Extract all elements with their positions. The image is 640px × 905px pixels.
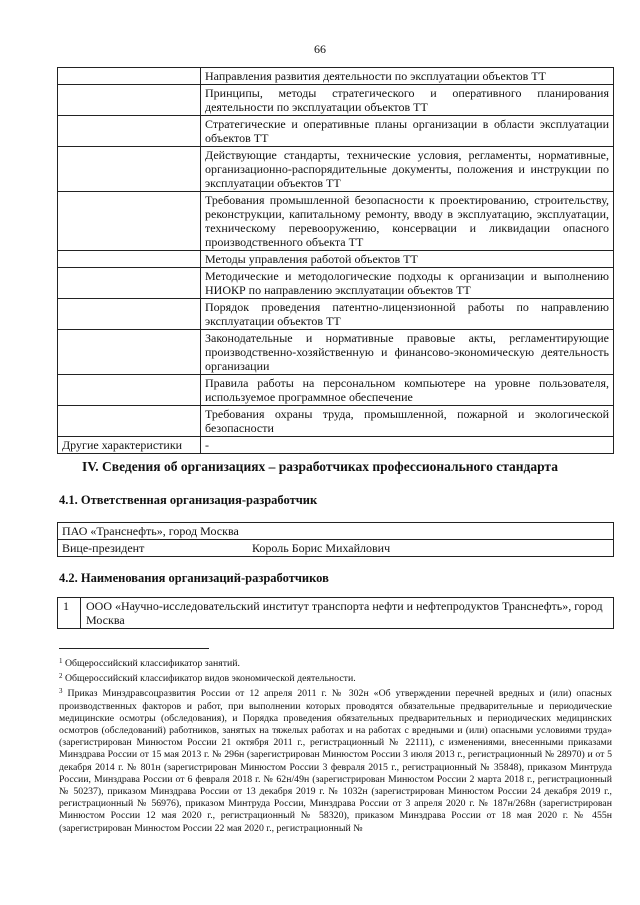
table-row — [58, 598, 614, 629]
table-cell-text: Законодательные и нормативные правовые акты, регламентирующие производственно-хозяйственную и финансово-экономическую деятельность организации — [201, 330, 614, 375]
table-cell-label — [58, 299, 201, 330]
table-cell-label: Другие характеристики — [58, 437, 201, 454]
footnote-text: Общероссийский классификатор занятий. — [62, 658, 240, 669]
footnote-mark: 3 — [59, 687, 63, 696]
table-cell-label — [58, 251, 201, 268]
table-cell-text: Правила работы на персональном компьютере на уровне пользователя, используемое программное обеспечение — [201, 375, 614, 406]
subsection-heading: 4.2. Наименования организаций-разработчиков — [59, 571, 329, 585]
table-cell-label — [58, 330, 201, 375]
org-name: ООО «Научно-исследовательский институт транспорта нефти и нефтепродуктов Транснефть», город Москва — [81, 598, 614, 629]
table-cell-text: Направления развития деятельности по эксплуатации объектов ТТ — [201, 68, 614, 85]
table-cell-label — [58, 268, 201, 299]
table-row — [58, 85, 614, 116]
table-row — [58, 251, 614, 268]
row-number: 1 — [58, 598, 81, 629]
table-row — [58, 330, 614, 375]
section-title: IV. Сведения об организациях – разработчиках профессионального стандарта — [82, 459, 558, 474]
footnotes — [59, 655, 612, 835]
footnote-divider — [59, 648, 209, 649]
subsection-heading: 4.1. Ответственная организация-разработчик — [59, 493, 318, 507]
table-cell-label — [58, 68, 201, 85]
table-row — [58, 299, 614, 330]
table-cell-label — [58, 147, 201, 192]
table-row — [58, 192, 614, 251]
footnote-text: Приказ Минздравсоцразвития России от 12 апреля 2011 г. № 302н «Об утверждении перечней вредных и (или) опасных производственных факторов и работ, при выполнении которых проводятся обязательные предварительные и периодические медицинские осмотры (обследования), и Порядка проведения обязательных предварительных и периодических медицинских осмотров (обследований) работников, занятых на тяжелых работах и на работах с вредными и (или) опасными условиями труда» (зарегистрирован Минюстом России 21 октября 2011 г., регистрационный № 22111), с изменениями, внесенными приказами Минздрава России от 15 мая 2013 г. № 296н (зарегистрирован Минюстом России 3 июля 2013 г., регистрационный № 28970) и от 5 декабря 2014 г. № 801н (зарегистрирован Минюстом России 3 февраля 2015 г., регистрационный № 35848), приказом Минтруда России, Минздрава России от 6 февраля 2018 г. № 62н/49н (зарегистрирован Минюстом России 2 марта 2018 г., регистрационный № 50237), приказом Минздрава России от 13 декабря 2019 г. № 1032н (зарегистрирован Минюстом России 24 декабря 2019 г., регистрационный № 56976), приказом Минтруда России, Минздрава России от 3 апреля 2020 г. № 187н/268н (зарегистрирован Минюстом России 12 мая 2020 г., регистрационный № 58320), приказом Минздрава России от 18 мая 2020 г. № 455н (зарегистрирован Минюстом России 22 мая 2020 г., регистрационный № — [59, 688, 612, 834]
table-cell-text: Порядок проведения патентно-лицензионной работы по направлению эксплуатации объектов ТТ — [201, 299, 614, 330]
table-row — [58, 406, 614, 437]
table-cell-text: Действующие стандарты, технические условия, регламенты, нормативные, организационно-распорядительные документы, положения и инструкции по эксплуатации объектов ТТ — [201, 147, 614, 192]
person-name: Король Борис Михайлович — [252, 541, 391, 555]
footnote — [59, 670, 612, 685]
table-row — [58, 540, 614, 557]
signatory-cell — [58, 540, 614, 557]
table-cell-text: Стратегические и оперативные планы организации в области эксплуатации объектов ТТ — [201, 116, 614, 147]
table-row — [58, 268, 614, 299]
org-name: ПАО «Транснефть», город Москва — [58, 523, 614, 540]
table-cell-text: Методические и методологические подходы к организации и выполнению НИОКР по направлению эксплуатации объектов ТТ — [201, 268, 614, 299]
position-title: Вице-президент — [62, 541, 145, 555]
table-cell-text: - — [201, 437, 614, 454]
table-row — [58, 437, 614, 454]
table-cell-label — [58, 406, 201, 437]
table-cell-label — [58, 116, 201, 147]
footnote — [59, 655, 612, 670]
developers-table — [57, 597, 614, 629]
table-cell-text: Принципы, методы стратегического и оперативного планирования деятельности по эксплуатации объектов ТТ — [201, 85, 614, 116]
footnote — [59, 685, 612, 834]
table-row — [58, 523, 614, 540]
table-cell-text: Методы управления работой объектов ТТ — [201, 251, 614, 268]
footnote-mark: 2 — [59, 672, 63, 681]
table-cell-label — [58, 85, 201, 116]
table-cell-text: Требования промышленной безопасности к проектированию, строительству, реконструкции, капитальному ремонту, вводу в эксплуатацию, эксплуатации, техническому перевооружению, консервации и ликвидации опасного производственного объекта ТТ — [201, 192, 614, 251]
table-row — [58, 375, 614, 406]
footnote-mark: 1 — [59, 657, 63, 665]
table-row — [58, 116, 614, 147]
responsible-org-table — [57, 522, 614, 557]
page-number: 66 — [314, 42, 326, 56]
table-row — [58, 68, 614, 85]
knowledge-table — [57, 67, 614, 454]
table-row — [58, 147, 614, 192]
table-cell-text: Требования охраны труда, промышленной, пожарной и экологической безопасности — [201, 406, 614, 437]
table-cell-label — [58, 192, 201, 251]
table-cell-label — [58, 375, 201, 406]
footnote-text: Общероссийский классификатор видов экономической деятельности. — [62, 673, 356, 685]
